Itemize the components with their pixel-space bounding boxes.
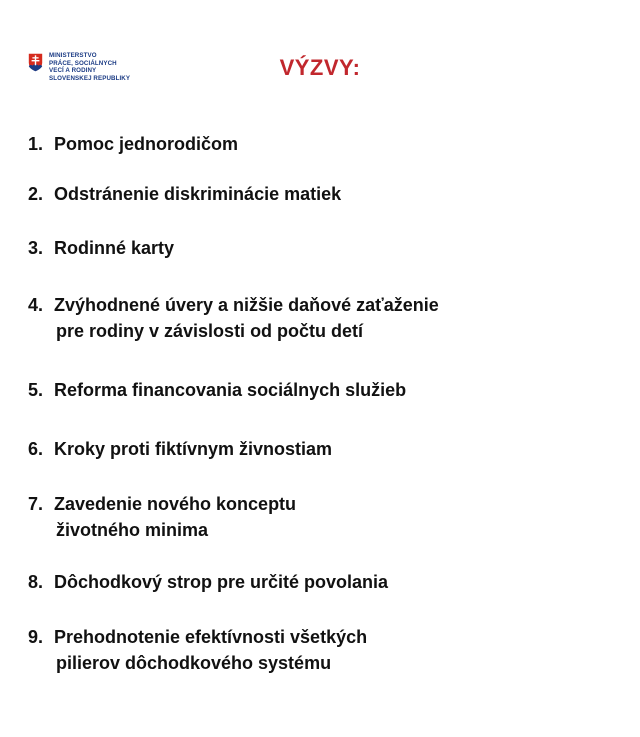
list-item xyxy=(28,569,618,595)
list-item xyxy=(28,436,618,462)
list-item-text-continued: životného minima xyxy=(56,520,209,540)
list-item xyxy=(28,377,618,403)
list-item-number: 8. xyxy=(28,572,44,592)
list-item-text: Prehodnotenie efektívnosti všetkých xyxy=(54,627,368,647)
list-item-number: 4. xyxy=(28,295,44,315)
list-item-number: 1. xyxy=(28,134,44,154)
list-item xyxy=(28,491,618,543)
list-item-text: Odstránenie diskriminácie matiek xyxy=(54,184,342,204)
list-item-text-continued: pre rodiny v závislosti od počtu detí xyxy=(56,321,364,341)
list-item-number: 9. xyxy=(28,627,44,647)
list-item-text: Reforma financovania sociálnych služieb xyxy=(54,380,407,400)
list-item xyxy=(28,624,618,676)
list-item-text: Pomoc jednorodičom xyxy=(54,134,239,154)
list-item-text-continued: pilierov dôchodkového systému xyxy=(56,653,332,673)
list-item-number: 2. xyxy=(28,184,44,204)
page-title: VÝZVY: xyxy=(279,55,361,80)
list-item-number: 6. xyxy=(28,439,44,459)
list-item-text: Dôchodkový strop pre určité povolania xyxy=(54,572,389,592)
ministry-name-line3: VECÍ A RODINY xyxy=(49,67,97,75)
list-item-number: 3. xyxy=(28,238,44,258)
list-item xyxy=(28,181,618,207)
list-item-text: Kroky proti fiktívnym živnostiam xyxy=(54,439,333,459)
list-item-text: Rodinné karty xyxy=(54,238,175,258)
ministry-name-line2: PRÁCE, SOCIÁLNYCH xyxy=(49,60,117,68)
list-item-text: Zvýhodnené úvery a nižšie daňové zaťaženie xyxy=(54,295,439,315)
list-item-text: Zavedenie nového konceptu xyxy=(54,494,297,514)
ministry-name-line1: MINISTERSTVO xyxy=(49,52,97,59)
list-item-number: 5. xyxy=(28,380,44,400)
list-item xyxy=(28,292,618,344)
list-item xyxy=(28,235,618,261)
list-item xyxy=(28,131,618,157)
ministry-name-line4: SLOVENSKEJ REPUBLIKY xyxy=(49,74,131,82)
list-item-number: 7. xyxy=(28,494,44,514)
